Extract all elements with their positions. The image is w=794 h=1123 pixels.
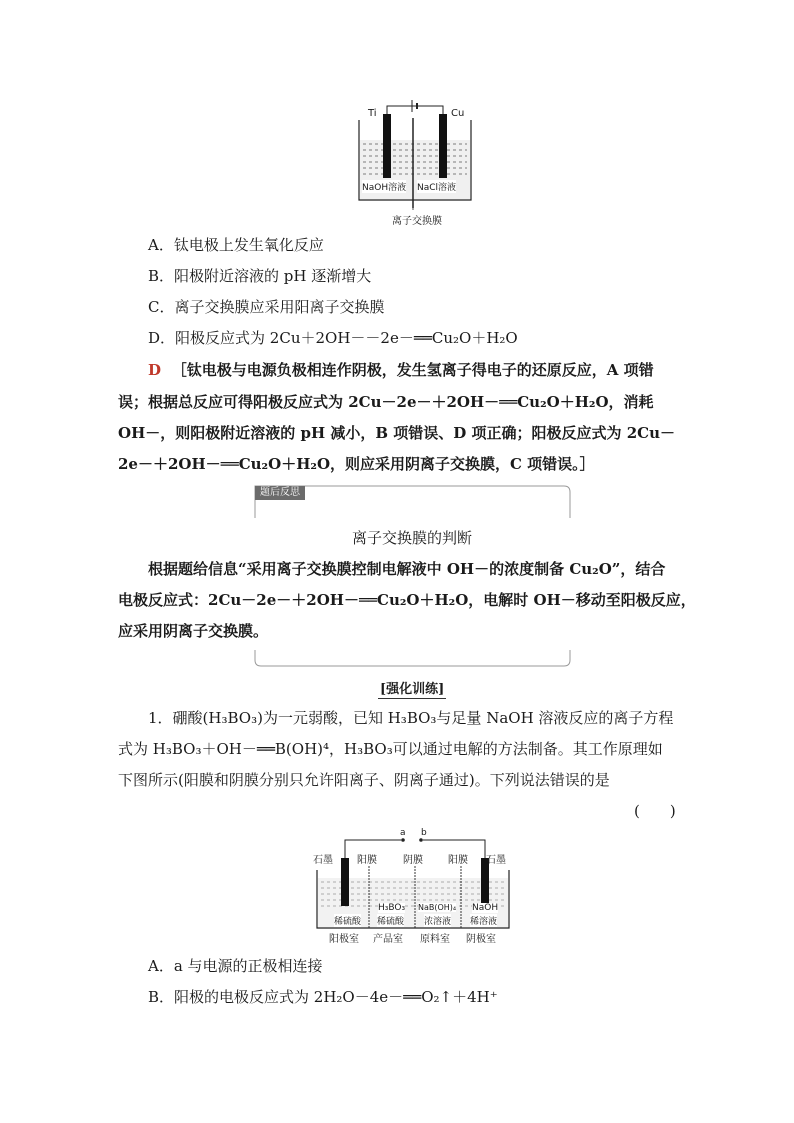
right-graphite-label: 石墨	[486, 855, 506, 866]
product-solution-top: H₃BO₃	[378, 903, 406, 913]
cell-wire	[387, 106, 443, 120]
anode-room-label: 阳极室	[329, 934, 359, 945]
membrane-2-label: 阴膜	[403, 855, 423, 866]
option-d: D．阳极反应式为 2Cu＋2OH－－2e－══Cu₂O＋H₂O	[148, 329, 518, 347]
ti-label: Ti	[368, 108, 377, 119]
answer-line-3: OH－，则阳极附近溶液的 pH 减小，B 项错误、D 项正确；阳极反应式为 2Cu－	[118, 424, 675, 442]
terminal-a-label: a	[400, 828, 406, 838]
cu-label: Cu	[451, 108, 465, 119]
membrane-3-label: 阳膜	[448, 855, 468, 866]
product-room-label: 产品室	[373, 934, 403, 945]
answer-line-1	[148, 360, 654, 380]
membrane-1-label: 阳膜	[357, 855, 377, 866]
product-solution-bottom: 稀硫酸	[377, 914, 404, 927]
option-a: A．钛电极上发生氧化反应	[148, 236, 324, 254]
anode-solution-label: 稀硫酸	[334, 914, 361, 927]
anode-graphite	[341, 858, 349, 906]
training-tag: [强化训练]	[380, 682, 445, 697]
left-graphite-label: 石墨	[313, 855, 333, 866]
reflection-title: 离子交换膜的判断	[352, 529, 473, 547]
cathode-solution-top: NaOH	[472, 903, 499, 913]
q2-option-a: A．a 与电源的正极相连接	[148, 957, 323, 975]
reflection-box-bottom	[254, 648, 572, 668]
answer-line-4: 2e－＋2OH－══Cu₂O＋H₂O，则应采用阴离子交换膜，C 项错误。］	[118, 455, 595, 473]
cathode-room-label: 阴极室	[466, 934, 496, 945]
training-question-line-1: 1．硼酸(H₃BO₃)为一元弱酸，已知 H₃BO₃与足量 NaOH 溶液反应的离子方程	[148, 709, 674, 727]
training-question-line-3: 下图所示(阳膜和阴膜分别只允许阳离子、阴离子通过)。下列说法错误的是	[118, 771, 610, 789]
reflection-tag: 题后反思	[255, 486, 305, 500]
membrane-label: 离子交换膜	[392, 216, 442, 227]
feed-solution-top: NaB(OH)₄	[418, 903, 457, 912]
terminal-a	[401, 838, 405, 842]
ti-electrode	[383, 114, 391, 178]
option-c: C．离子交换膜应采用阳离子交换膜	[148, 298, 385, 316]
feed-room-label: 原料室	[420, 934, 450, 945]
answer-letter: D	[148, 361, 162, 379]
reflection-line-3: 应采用阴离子交换膜。	[118, 622, 269, 640]
option-b: B．阳极附近溶液的 pH 逐渐增大	[148, 267, 372, 285]
terminal-b	[419, 838, 423, 842]
reflection-line-2: 电极反应式：2Cu－2e－＋2OH－══Cu₂O＋H₂O，电解时 OH－移动至阳极反应，	[118, 591, 696, 609]
naoh-solution-label: NaOH溶液	[362, 180, 406, 193]
answer-text-1: ［钛电极与电源负极相连作阴极，发生氢离子得电子的还原反应，A 项错	[171, 361, 654, 379]
nacl-solution-label: NaCl溶液	[417, 180, 456, 193]
cathode-solution-bottom: 稀溶液	[470, 914, 497, 927]
q2-option-b: B．阳极的电极反应式为 2H₂O－4e－══O₂↑＋4H⁺	[148, 988, 498, 1006]
reflection-line-1: 根据题给信息“采用离子交换膜控制电解液中 OH－的浓度制备 Cu₂O”，结合	[148, 560, 666, 578]
answer-blank: ( )	[634, 802, 676, 820]
terminal-b-label: b	[421, 828, 427, 838]
cu-electrode	[439, 114, 447, 178]
training-question-line-2: 式为 H₃BO₃＋OH－══B(OH)⁴，H₃BO₃可以通过电解的方法制备。其工作原理如	[118, 740, 663, 758]
feed-solution-bottom: 浓溶液	[424, 914, 451, 927]
answer-line-2: 误；根据总反应可得阳极反应式为 2Cu－2e－＋2OH－══Cu₂O＋H₂O，消耗	[118, 393, 654, 411]
